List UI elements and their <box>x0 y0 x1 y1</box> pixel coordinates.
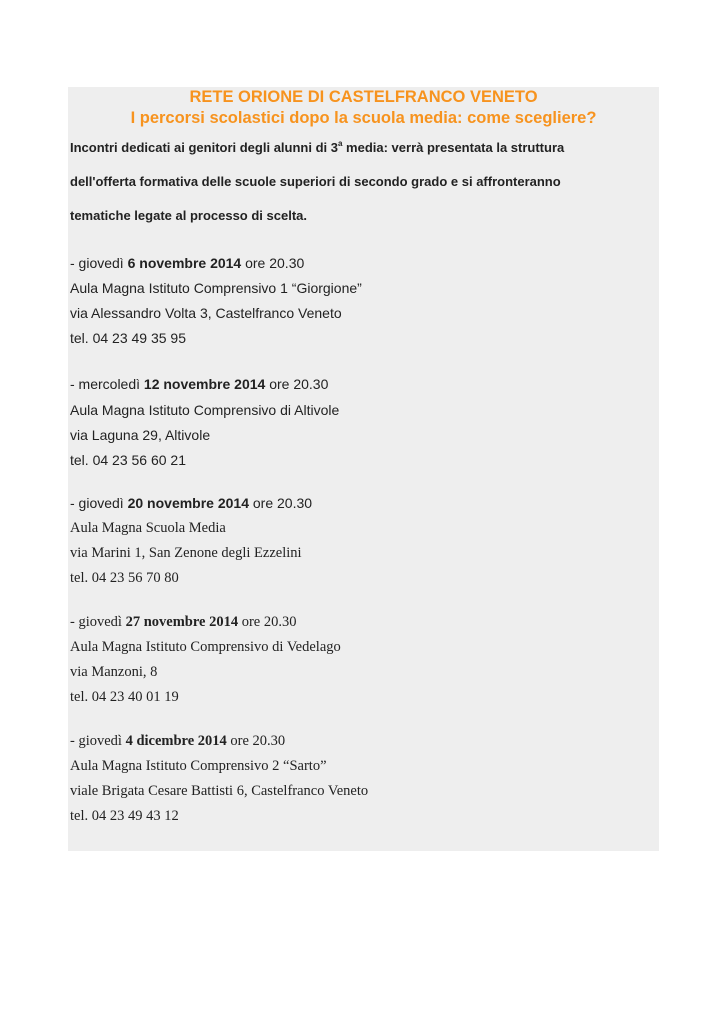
event-3-address: via Marini 1, San Zenone degli Ezzelini <box>70 545 302 561</box>
event-1-phone: tel. 04 23 49 35 95 <box>70 330 186 346</box>
event-3-venue: Aula Magna Scuola Media <box>70 520 226 536</box>
event-5-date-line <box>70 731 655 751</box>
event-2-venue: Aula Magna Istituto Comprensivo di Altivole <box>70 402 340 418</box>
event-2-time: ore 20.30 <box>265 376 329 392</box>
intro-line-3: tematiche legate al processo di scelta. <box>70 208 307 223</box>
intro-line-1-rest: media: verrà presentata la struttura <box>342 140 565 155</box>
event-3-weekday: - giovedì <box>70 495 128 511</box>
event-1-time: ore 20.30 <box>241 255 305 271</box>
intro-line-1 <box>70 138 655 158</box>
document-subtitle: I percorsi scolastici dopo la scuola media: come scegliere? <box>130 109 597 127</box>
event-4-venue: Aula Magna Istituto Comprensivo di Vedelago <box>70 639 341 655</box>
event-1-date: 6 novembre 2014 <box>127 255 242 271</box>
event-4-time: ore 20.30 <box>238 614 297 630</box>
event-2-date-line <box>70 374 655 394</box>
event-5-address: viale Brigata Cesare Battisti 6, Castelfranco Veneto <box>70 783 369 799</box>
event-2-weekday: - mercoledì <box>70 376 144 392</box>
event-1-address: via Alessandro Volta 3, Castelfranco Veneto <box>70 305 342 321</box>
event-2-date: 12 novembre 2014 <box>143 376 266 392</box>
event-4-date: 27 novembre 2014 <box>125 614 239 630</box>
document-title: RETE ORIONE DI CASTELFRANCO VENETO <box>189 88 538 106</box>
event-1-venue: Aula Magna Istituto Comprensivo 1 “Giorgione” <box>70 280 362 296</box>
event-3-time: ore 20.30 <box>249 495 313 511</box>
event-5-phone: tel. 04 23 49 43 12 <box>70 808 179 824</box>
intro-superscript: a <box>337 138 343 148</box>
event-2-address: via Laguna 29, Altivole <box>70 427 211 443</box>
event-4-phone: tel. 04 23 40 01 19 <box>70 689 179 705</box>
event-5-venue: Aula Magna Istituto Comprensivo 2 “Sarto” <box>70 758 327 774</box>
event-5-date: 4 dicembre 2014 <box>125 733 227 749</box>
event-4-address: via Manzoni, 8 <box>70 664 158 680</box>
event-4-weekday: - giovedì <box>70 614 126 630</box>
event-3-date: 20 novembre 2014 <box>127 495 249 511</box>
intro-line-1-text: Incontri dedicati ai genitori degli alunni di 3 <box>70 140 338 155</box>
intro-line-2: dell'offerta formativa delle scuole superiori di secondo grado e si affronteranno <box>70 174 561 189</box>
event-5-weekday: - giovedì <box>70 733 126 749</box>
event-5-time: ore 20.30 <box>226 733 286 749</box>
event-1-date-line <box>70 253 655 273</box>
event-1-weekday: - giovedì <box>70 255 128 271</box>
event-4-date-line <box>70 612 655 632</box>
event-3-date-line <box>70 493 655 513</box>
event-3-phone: tel. 04 23 56 70 80 <box>70 570 179 586</box>
event-2-phone: tel. 04 23 56 60 21 <box>70 452 186 468</box>
